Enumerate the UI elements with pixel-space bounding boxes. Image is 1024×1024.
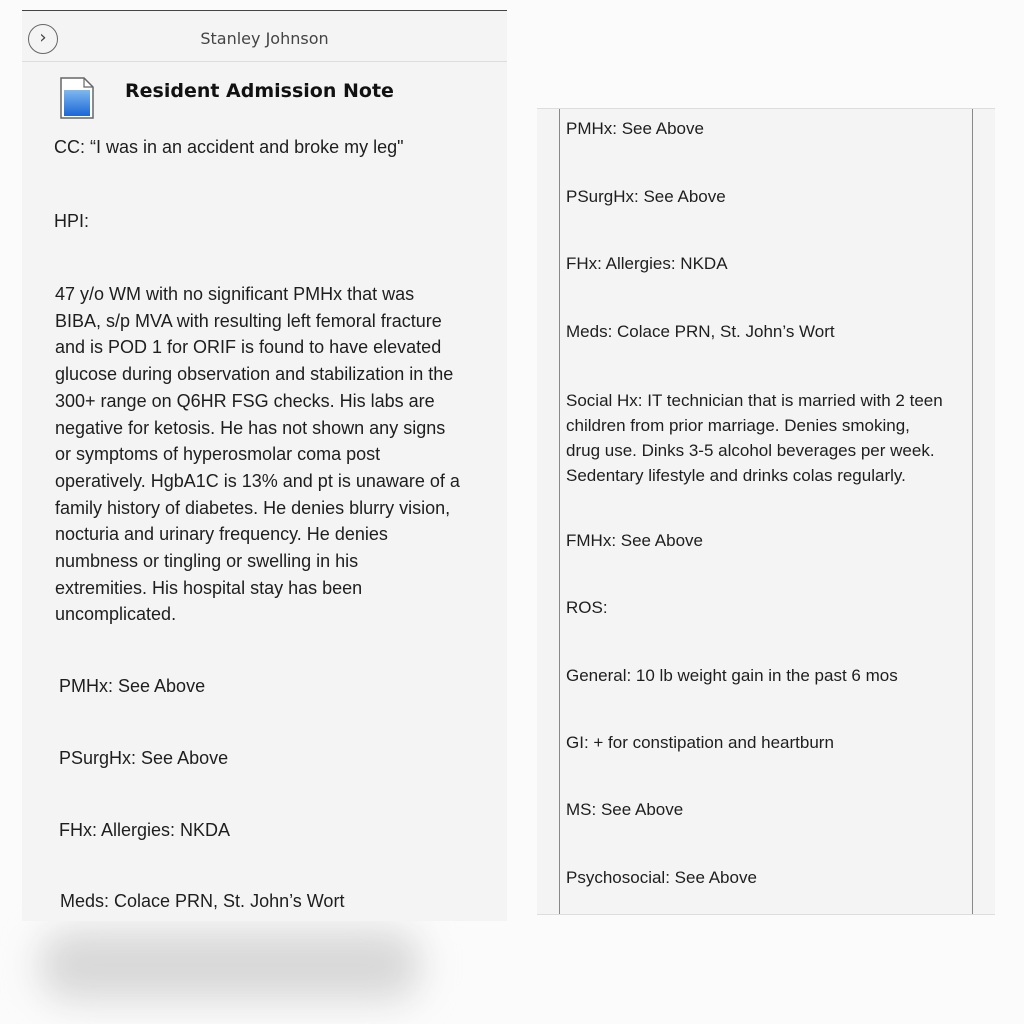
meds: Meds: Colace PRN, St. John’s Wort xyxy=(566,322,835,341)
pmhx: PMHx: See Above xyxy=(566,119,704,138)
patient-name: Stanley Johnson xyxy=(200,29,329,48)
divider xyxy=(559,109,560,914)
hpi-line: and is POD 1 for ORIF is found to have elevated xyxy=(55,337,442,358)
fmhx: FMHx: See Above xyxy=(566,531,704,550)
document-icon xyxy=(60,77,94,119)
hpi-line: 300+ range on Q6HR FSG checks. His labs are xyxy=(55,390,435,411)
hpi-label: HPI: xyxy=(54,211,90,231)
hpi-line: numbness or tingling or swelling in his xyxy=(55,551,359,572)
ros-general: General: 10 lb weight gain in the past 6 mos xyxy=(566,666,898,685)
social-line: Social Hx: IT technician that is married with 2 teen xyxy=(566,391,943,410)
social-line: Sedentary lifestyle and drinks colas regularly. xyxy=(566,466,906,485)
psurghx: PSurgHx: See Above xyxy=(566,187,726,206)
hpi-line: negative for ketosis. He has not shown any signs xyxy=(55,417,446,438)
divider xyxy=(972,109,973,914)
hpi-line: 47 y/o WM with no significant PMHx that was xyxy=(55,284,415,304)
fhx: FHx: Allergies: NKDA xyxy=(59,820,231,840)
hpi-text xyxy=(55,281,460,628)
chief-complaint: CC: “I was in an accident and broke my leg" xyxy=(54,137,404,157)
hpi-line: BIBA, s/p MVA with resulting left femoral fracture xyxy=(55,310,442,331)
chevron-right-icon[interactable]: › xyxy=(28,24,58,54)
psurghx: PSurgHx: See Above xyxy=(59,748,229,768)
note-continuation-panel xyxy=(537,108,995,915)
meds: Meds: Colace PRN, St. John’s Wort xyxy=(60,891,345,911)
shadow xyxy=(40,930,420,1000)
ros-psychosocial: Psychosocial: See Above xyxy=(566,868,757,887)
social-line: children from prior marriage. Denies smoking, xyxy=(566,416,910,435)
social-history xyxy=(566,388,943,488)
note-title: Resident Admission Note xyxy=(125,80,394,102)
hpi-line: nocturia and urinary frequency. He denies xyxy=(55,524,388,545)
hpi-line: extremities. His hospital stay has been xyxy=(55,577,363,598)
social-line: drug use. Dinks 3-5 alcohol beverages per week. xyxy=(566,441,935,460)
hpi-line: or symptoms of hyperosmolar coma post xyxy=(55,444,381,465)
hpi-line: operatively. HgbA1C is 13% and pt is unaware of a xyxy=(55,470,460,491)
hpi-line: family history of diabetes. He denies blurry vision, xyxy=(55,497,451,518)
ros-ms: MS: See Above xyxy=(566,800,684,819)
ros-gi: GI: + for constipation and heartburn xyxy=(566,733,834,752)
ros-label: ROS: xyxy=(566,598,608,617)
hpi-line: uncomplicated. xyxy=(55,604,177,625)
note-panel xyxy=(22,10,507,921)
fhx: FHx: Allergies: NKDA xyxy=(566,254,728,273)
header-bar xyxy=(22,11,507,62)
pmhx: PMHx: See Above xyxy=(59,676,206,696)
hpi-line: glucose during observation and stabilization in the xyxy=(55,364,454,385)
